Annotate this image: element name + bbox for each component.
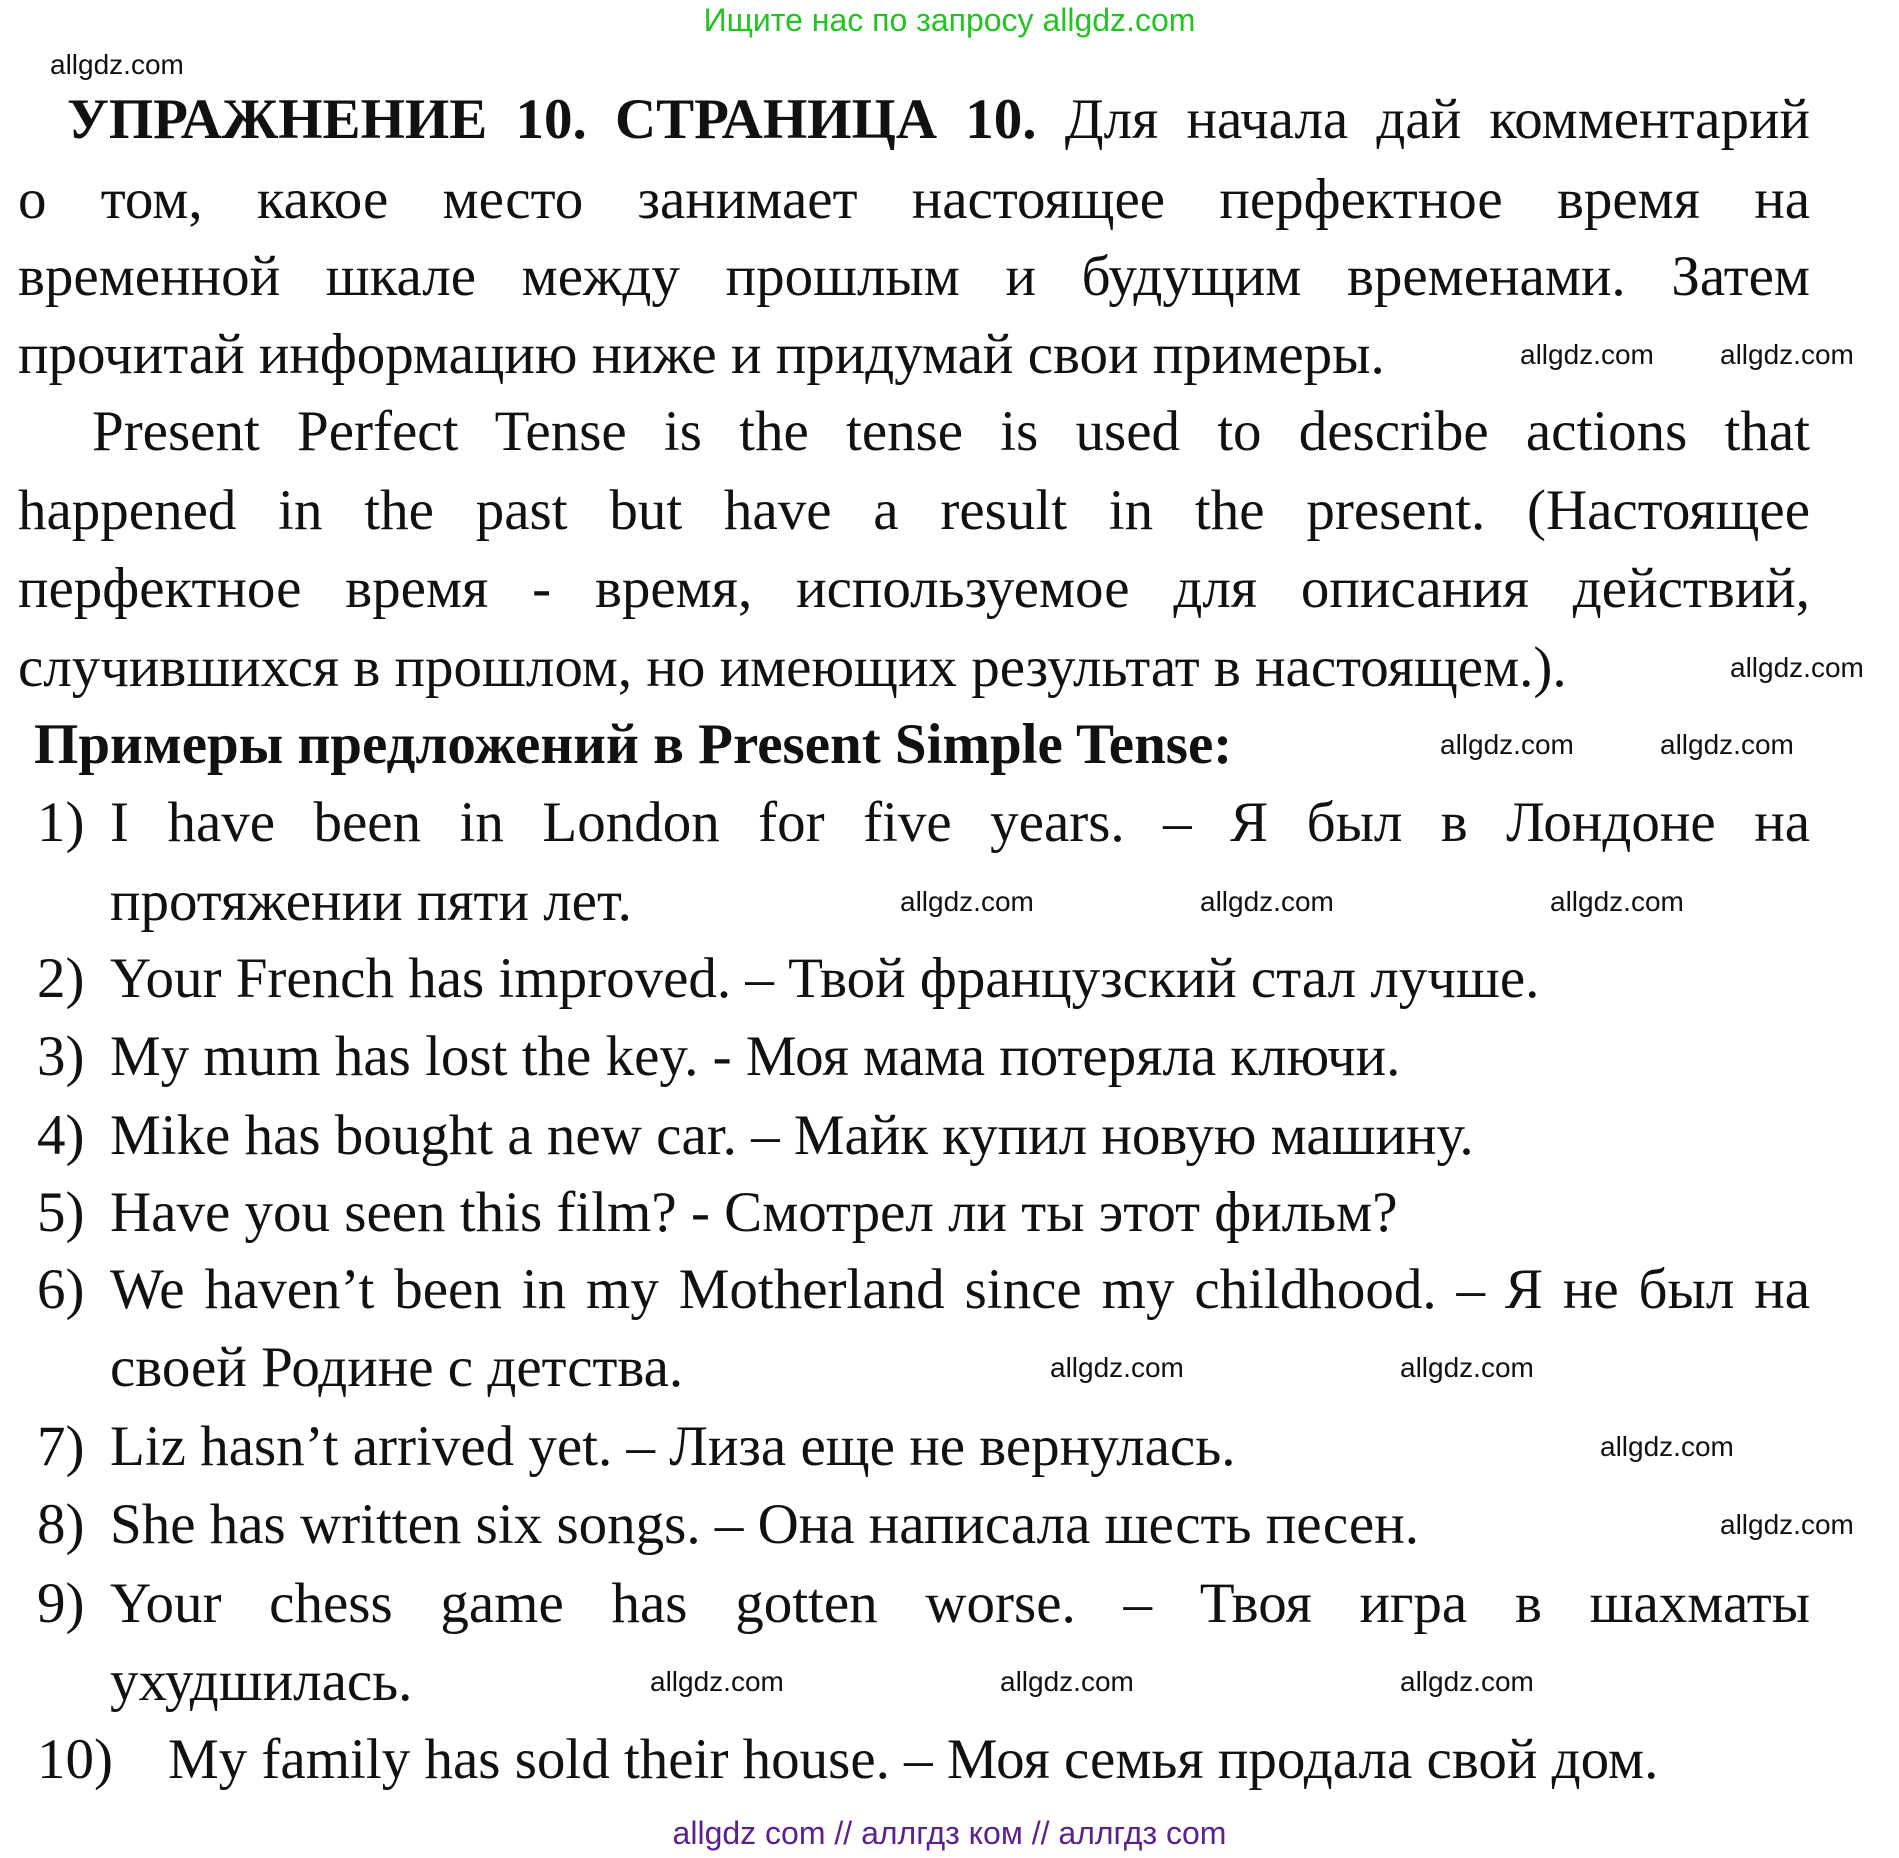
watermark: allgdz.com — [650, 1666, 784, 1697]
item-number: 3) — [37, 1025, 85, 1088]
list-item: Have you seen this film? - Смотрел ли ты этот фильм? — [110, 1181, 1398, 1244]
intro-line: о том, какое место занимает настоящее перфектное время на — [18, 168, 1810, 231]
list-item-continued: протяжении пяти лет. — [110, 870, 632, 933]
item-number: 10) — [37, 1728, 113, 1791]
item-number: 1) — [37, 791, 85, 854]
watermark: allgdz.com — [1050, 1352, 1184, 1383]
exercise-intro-line — [67, 81, 1810, 159]
item-number: 7) — [37, 1415, 85, 1478]
item-number: 6) — [37, 1258, 85, 1321]
watermark: allgdz.com — [1400, 1666, 1534, 1697]
intro-text: Для начала дай комментарий — [1064, 88, 1810, 151]
list-item: I have been in London for five years. – Я был в Лондоне на — [110, 791, 1810, 854]
watermark: allgdz.com — [1720, 1509, 1854, 1540]
examples-heading: Примеры предложений в Present Simple Tense: — [34, 713, 1233, 776]
watermark: allgdz.com — [1200, 886, 1334, 917]
list-item: Mike has bought a new car. – Майк купил новую машину. — [110, 1104, 1474, 1167]
watermark: allgdz.com — [1400, 1352, 1534, 1383]
item-number: 2) — [37, 947, 85, 1010]
watermark: allgdz.com — [1000, 1666, 1134, 1697]
watermark: allgdz.com — [1600, 1431, 1734, 1462]
list-item-continued: своей Родине с детства. — [110, 1336, 684, 1399]
watermark: allgdz.com — [1720, 339, 1854, 370]
item-number: 9) — [37, 1572, 85, 1635]
definition-line: случившихся в прошлом, но имеющих результат в настоящем.). — [18, 636, 1567, 699]
exercise-heading: УПРАЖНЕНИЕ 10. СТРАНИЦА 10. — [67, 88, 1037, 151]
search-banner: Ищите нас по запросу allgdz.com — [703, 2, 1196, 38]
watermark: allgdz.com — [900, 886, 1034, 917]
watermark: allgdz.com — [1730, 652, 1864, 683]
definition-line: перфектное время - время, используемое для описания действий, — [18, 557, 1810, 620]
list-item-continued: ухудшилась. — [110, 1650, 413, 1713]
item-number: 8) — [37, 1493, 85, 1556]
list-item: Liz hasn’t arrived yet. – Лиза еще не вернулась. — [110, 1415, 1236, 1478]
list-item: My mum has lost the key. - Моя мама потеряла ключи. — [110, 1025, 1401, 1088]
item-number: 5) — [37, 1181, 85, 1244]
item-number: 4) — [37, 1104, 85, 1167]
list-item: Your French has improved. – Твой французский стал лучше. — [110, 947, 1540, 1010]
footer-links: allgdz com // аллгдз ком // аллгдз com — [672, 1815, 1227, 1851]
watermark: allgdz.com — [1520, 339, 1654, 370]
watermark: allgdz.com — [50, 49, 184, 80]
intro-line: временной шкале между прошлым и будущим временами. Затем — [18, 245, 1810, 308]
watermark: allgdz.com — [1440, 729, 1574, 760]
intro-line: прочитай информацию ниже и придумай свои примеры. — [18, 323, 1385, 386]
watermark: allgdz.com — [1660, 729, 1794, 760]
list-item: She has written six songs. – Она написала шесть песен. — [110, 1493, 1419, 1556]
definition-line: happened in the past but have a result in the present. (Настоящее — [18, 479, 1810, 542]
list-item: My family has sold their house. – Моя семья продала свой дом. — [168, 1728, 1659, 1791]
list-item: We haven’t been in my Motherland since my childhood. – Я не был на — [110, 1258, 1810, 1321]
watermark: allgdz.com — [1550, 886, 1684, 917]
list-item: Your chess game has gotten worse. – Твоя игра в шахматы — [110, 1572, 1810, 1635]
definition-line: Present Perfect Tense is the tense is used to describe actions that — [92, 400, 1810, 463]
